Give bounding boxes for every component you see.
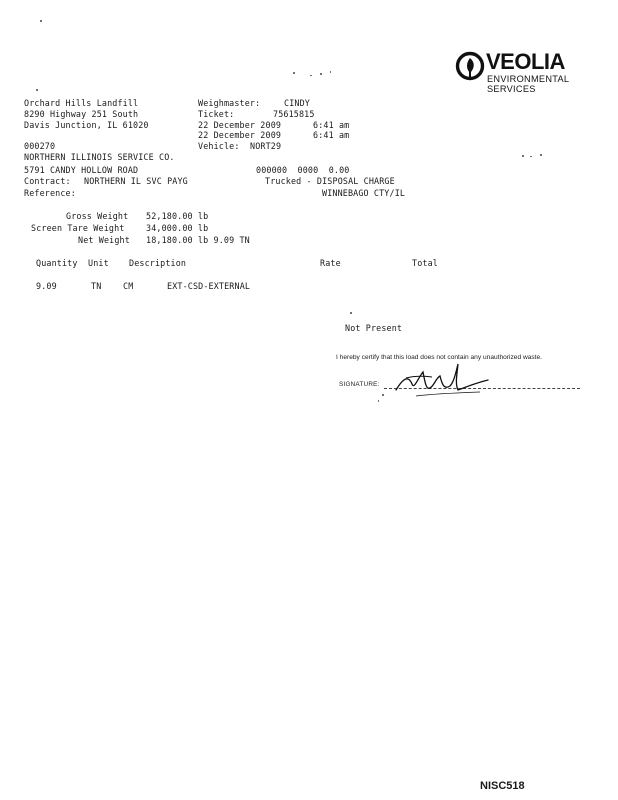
footer-document-code: NISC518 bbox=[480, 780, 525, 792]
contract-label: Contract: bbox=[24, 176, 71, 186]
customer-name: NORTHERN ILLINOIS SERVICE CO. bbox=[24, 152, 175, 162]
scan-speck bbox=[293, 72, 295, 74]
scan-speck bbox=[382, 394, 384, 396]
logo-subtitle-line2: SERVICES bbox=[487, 84, 536, 94]
col-header-total: Total bbox=[412, 258, 438, 268]
scan-speck bbox=[378, 400, 379, 402]
weighmaster-label: Weighmaster: bbox=[198, 98, 261, 108]
certification-statement: I hereby certify that this load does not contain any unauthorized waste. bbox=[336, 354, 542, 361]
vehicle-value: NORT29 bbox=[250, 141, 282, 151]
col-header-rate: Rate bbox=[320, 258, 341, 268]
tare-weight-value: 34,000.00 lb bbox=[146, 223, 209, 233]
scan-speck bbox=[36, 89, 38, 91]
gross-weight-label: Gross Weight bbox=[66, 211, 129, 221]
time-out: 6:41 am bbox=[313, 130, 350, 140]
signature-label: SIGNATURE: bbox=[339, 381, 380, 388]
scan-speck bbox=[350, 312, 352, 314]
scan-speck bbox=[530, 156, 532, 157]
reference-value: WINNEBAGO CTY/IL bbox=[322, 188, 406, 198]
not-present-note: Not Present bbox=[345, 323, 403, 333]
logo-wordmark: VEOLIA bbox=[486, 49, 565, 74]
ticket-number: 75615815 bbox=[273, 109, 315, 119]
scan-speck bbox=[522, 155, 524, 157]
date-out: 22 December 2009 bbox=[198, 130, 282, 140]
site-name: Orchard Hills Landfill bbox=[24, 98, 139, 108]
charge-type: Trucked - DISPOSAL CHARGE bbox=[265, 176, 395, 186]
weighmaster-value: CINDY bbox=[284, 98, 310, 108]
contract-value: NORTHERN IL SVC PAYG bbox=[84, 176, 188, 186]
scan-speck bbox=[40, 20, 42, 22]
col-header-unit: Unit bbox=[88, 258, 109, 268]
net-weight-label: Net Weight bbox=[78, 235, 130, 245]
row-description: EXT-CSD-EXTERNAL bbox=[167, 281, 251, 291]
site-address: 8290 Highway 251 South bbox=[24, 109, 139, 119]
row-unit: TN bbox=[91, 281, 102, 291]
scan-speck bbox=[330, 71, 331, 73]
scan-speck bbox=[320, 73, 322, 75]
vehicle-label: Vehicle: bbox=[198, 141, 240, 151]
tare-weight-label: Screen Tare Weight bbox=[31, 223, 125, 233]
row-quantity: 9.09 bbox=[36, 281, 57, 291]
time-in: 6:41 am bbox=[313, 120, 350, 130]
site-city: Davis Junction, IL 61020 bbox=[24, 120, 149, 130]
site-code: 000270 bbox=[24, 141, 56, 151]
customer-address: 5791 CANDY HOLLOW ROAD bbox=[24, 165, 139, 175]
customer-numbers: 000000 0000 0.00 bbox=[256, 165, 350, 175]
logo-subtitle-line1: ENVIRONMENTAL bbox=[487, 74, 570, 84]
scan-speck bbox=[310, 75, 312, 76]
row-code: CM bbox=[123, 281, 134, 291]
handwritten-signature bbox=[392, 360, 492, 402]
scan-speck bbox=[540, 154, 542, 156]
net-weight-value: 18,180.00 lb 9.09 TN bbox=[146, 235, 250, 245]
date-in: 22 December 2009 bbox=[198, 120, 282, 130]
ticket-label: Ticket: bbox=[198, 109, 235, 119]
reference-label: Reference: bbox=[24, 188, 76, 198]
col-header-description: Description bbox=[129, 258, 187, 268]
gross-weight-value: 52,180.00 lb bbox=[146, 211, 209, 221]
veolia-logo-icon bbox=[455, 51, 485, 81]
col-header-quantity: Quantity bbox=[36, 258, 78, 268]
